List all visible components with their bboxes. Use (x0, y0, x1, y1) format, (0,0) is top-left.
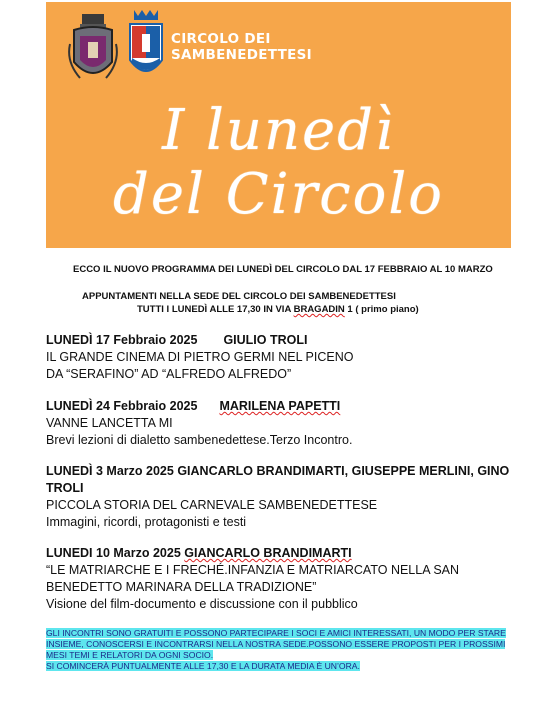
event-2 (46, 398, 516, 449)
event-3 (46, 463, 516, 531)
info-notice (46, 628, 516, 672)
event-title: PICCOLA STORIA DEL CARNEVALE SAMBENEDETTESE (46, 498, 378, 512)
event-title: “LE MATRIARCHE E I FRECHÉ.INFANZIA E MATRIARCATO NELLA SAN BENEDETTO MARINARA DELLA TRADIZIONE” (46, 563, 460, 594)
event-speaker: MARILENA PAPETTI (219, 399, 341, 413)
header-banner (46, 2, 511, 248)
event-heading (46, 545, 516, 562)
event-title: IL GRANDE CINEMA DI PIETRO GERMI NEL PICENO (46, 350, 354, 364)
org-name-line1: CIRCOLO DEI (171, 31, 271, 47)
event-speaker: GIULIO TROLI (223, 333, 308, 347)
city-coat-of-arms-icon (68, 14, 118, 86)
venue-heading: APPUNTAMENTI NELLA SEDE DEL CIRCOLO DEI SAMBENEDETTESI (82, 291, 396, 302)
event-heading (46, 398, 516, 415)
event-heading (46, 332, 516, 349)
org-name-line2: SAMBENEDETTESI (171, 47, 312, 63)
banner-title-line2: del Circolo (113, 162, 444, 227)
notice-line1: GLI INCONTRI SONO GRATUITI E POSSONO PARTECIPARE I SOCI E AMICI INTERESSATI, UN MODO PER STARE INSIEME, CONOSCERSI E INCONTRARSI NELLA NOSTRA SEDE.POSSONO ESSERE PROPOSTI PER I PROSSIMI MESI TEMI E RELATORI DA OGNI SOCIO. (46, 628, 506, 660)
banner-title-line1: I lunedì (162, 98, 395, 163)
event-subtitle: Immagini, ricordi, protagonisti e testi (46, 515, 247, 529)
event-heading (46, 463, 516, 497)
event-speaker: GIANCARLO BRANDIMARTI (184, 546, 352, 560)
event-date: LUNEDÌ 3 Marzo 2025 (46, 464, 174, 478)
event-title: VANNE LANCETTA MI (46, 416, 173, 430)
event-1 (46, 332, 516, 383)
event-subtitle: Visione del film-documento e discussione con il pubblico (46, 597, 358, 611)
org-name (171, 31, 312, 63)
event-subtitle: Brevi lezioni di dialetto sambenedettese.Terzo Incontro. (46, 433, 353, 447)
event-date: LUNEDÌ 17 Febbraio 2025 (46, 333, 198, 347)
event-date: LUNEDÌ 24 Febbraio 2025 (46, 399, 198, 413)
schedule-street: BRAGADIN (293, 304, 345, 315)
event-4 (46, 545, 516, 613)
schedule-pre: TUTTI I LUNEDÌ ALLE 17,30 IN VIA (137, 304, 294, 315)
event-speaker: GIANCARLO BRANDIMARTI, GIUSEPPE MERLINI, GINO TROLI (46, 464, 510, 495)
program-heading: ECCO IL NUOVO PROGRAMMA DEI LUNEDÌ DEL CIRCOLO DAL 17 FEBBRAIO AL 10 MARZO (73, 264, 493, 275)
schedule-post: 1 ( primo piano) (344, 304, 419, 315)
event-date: LUNEDI 10 Marzo 2025 (46, 546, 181, 560)
event-subtitle: DA “SERAFINO” AD “ALFREDO ALFREDO” (46, 367, 292, 381)
notice-line2: SI COMINCERÀ PUNTUALMENTE ALLE 17,30 E LA DURATA MEDIA È UN’ORA. (46, 661, 360, 671)
schedule-heading (137, 304, 419, 315)
circolo-logo-icon (126, 8, 166, 84)
